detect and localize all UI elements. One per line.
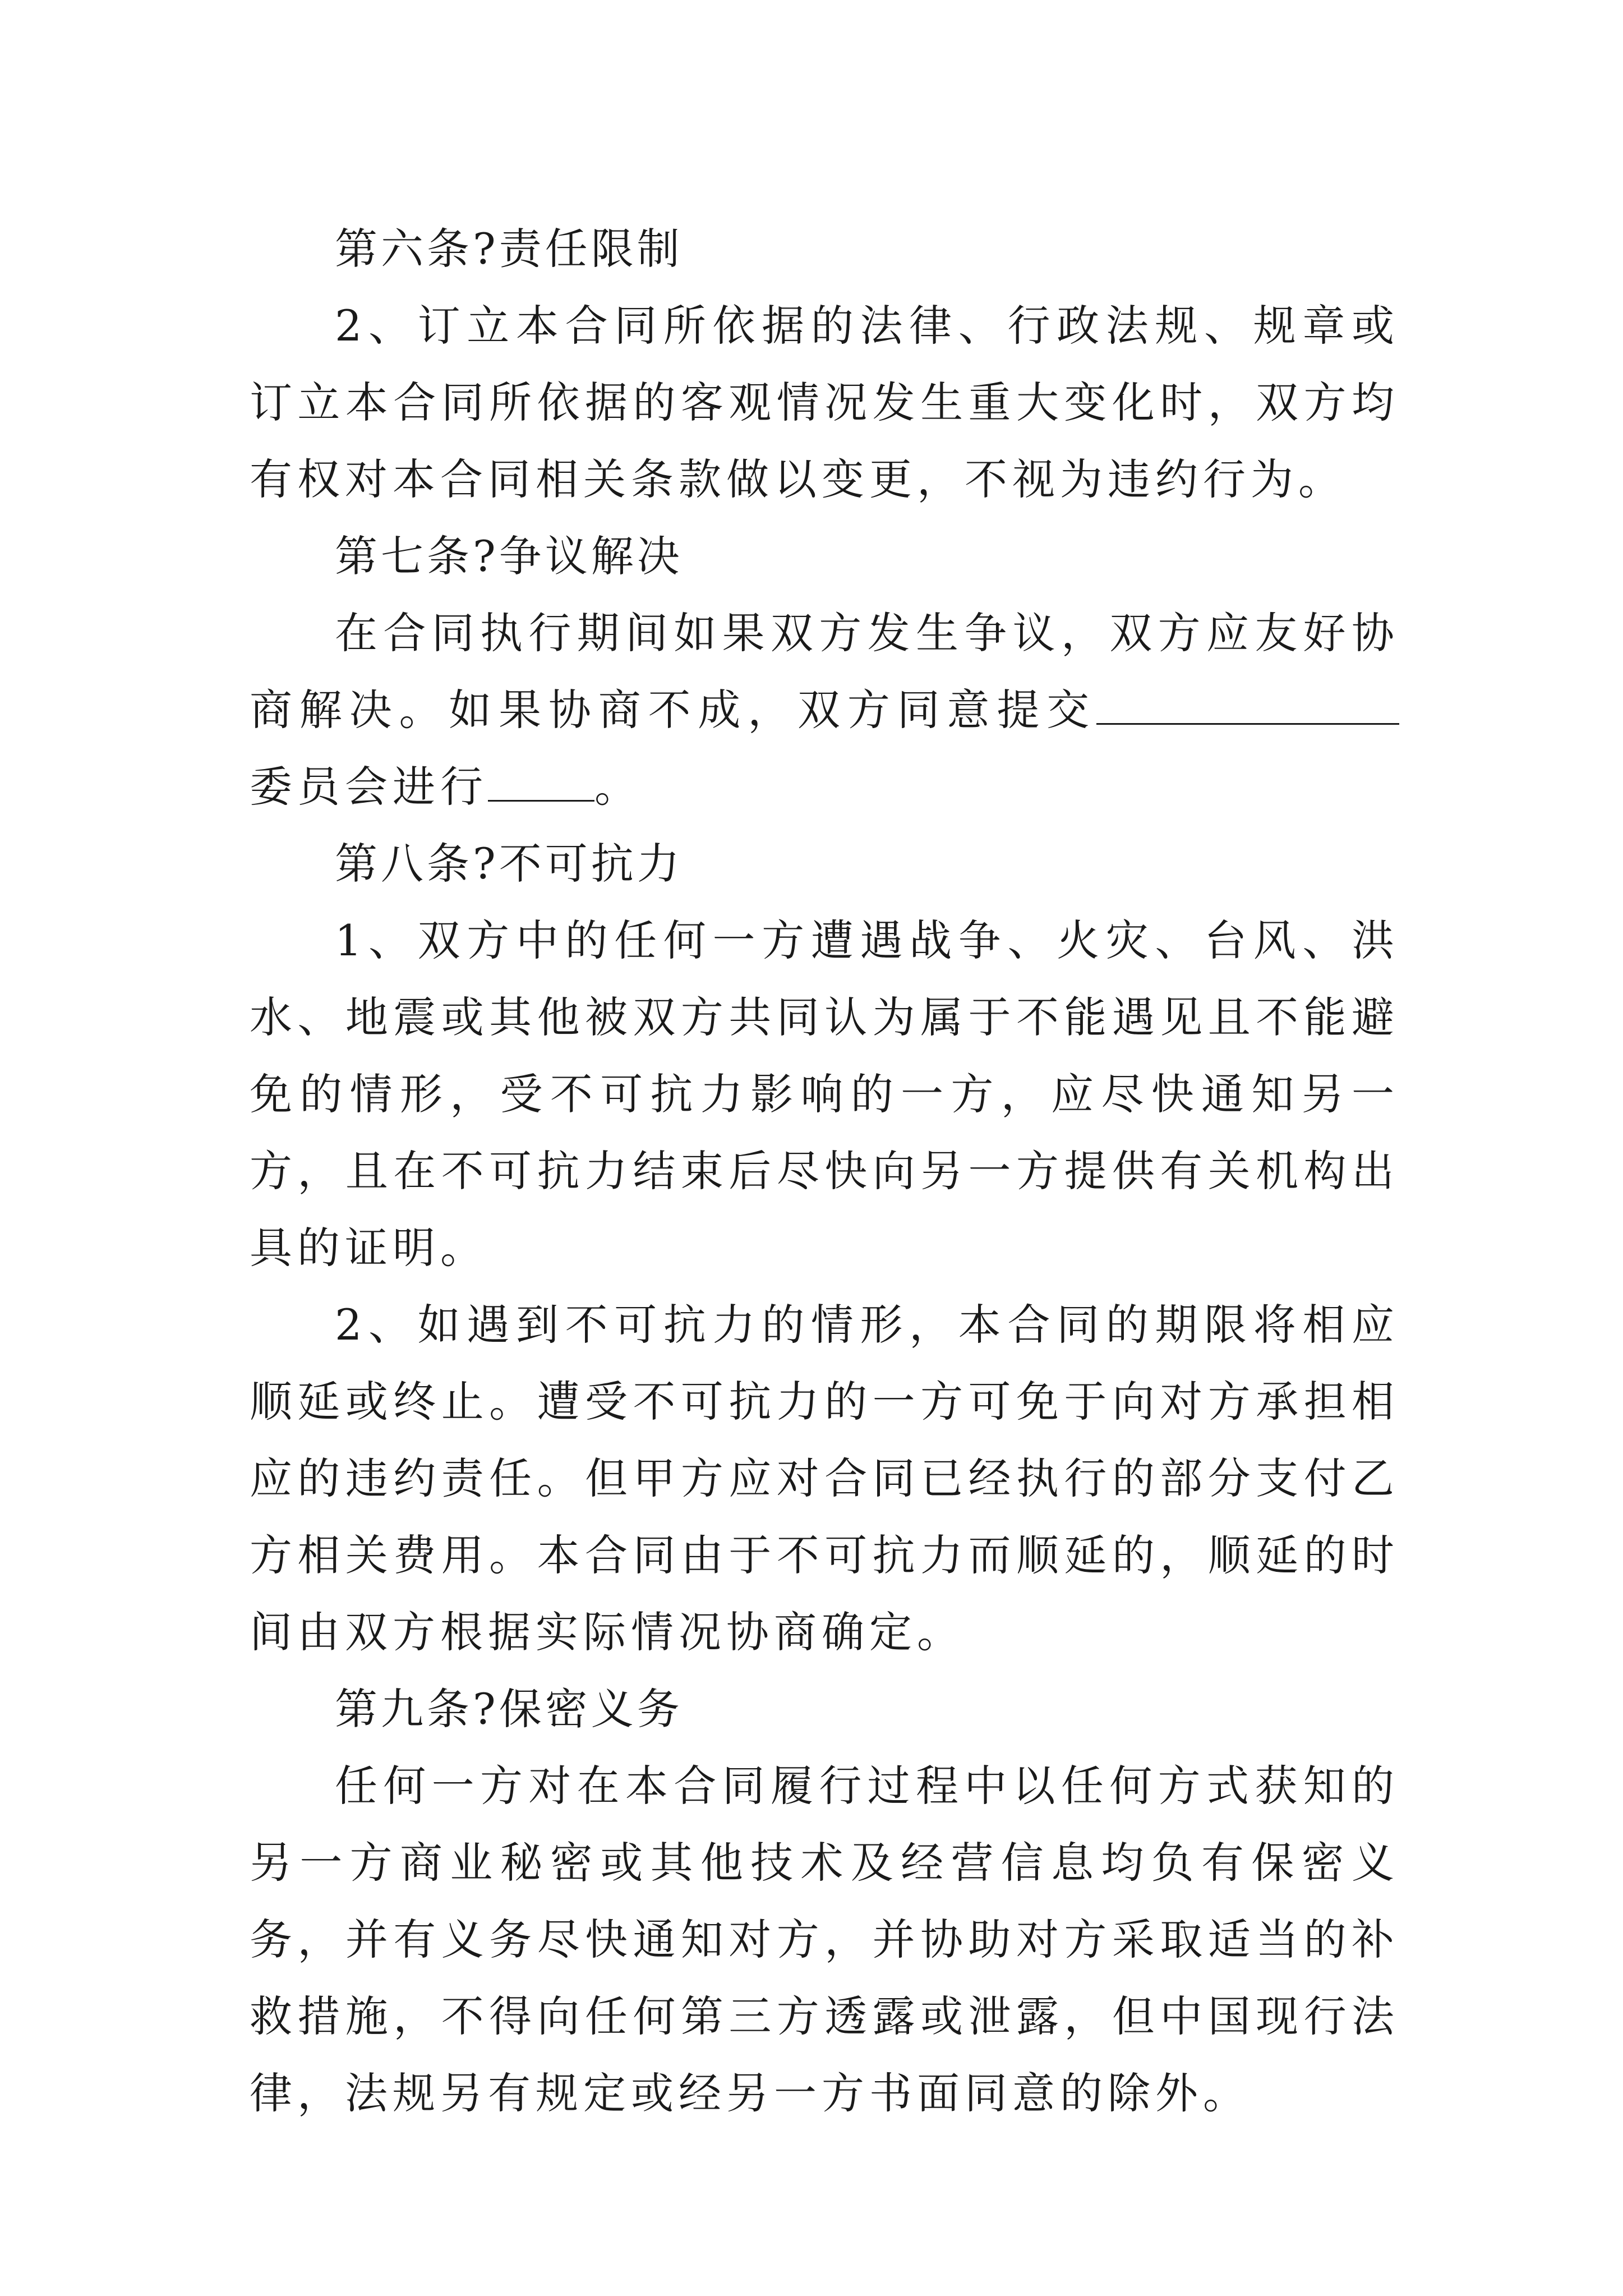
article-9-title: 第九条?保密义务 [335,1684,683,1734]
article-9-clause: 任何一方对在本合同履行过程中以任何方式获知的另一方商业秘密或其他技术及经营信息均负有保密义务，并有义务尽快通知对方，并协助对方采取适当的补救措施，不得向任何第三方透露或泄露，但中国现行法律，法规另有规定或经另一方书面同意的除外。 [250,1761,1399,2118]
article-7-text-c: 。 [594,762,642,812]
article-8-clause-1: 1、双方中的任何一方遭遇战争、火灾、台风、洪水、地震或其他被双方共同认为属于不能遇见且不能避免的情形，受不可抗力影响的一方，应尽快通知另一方，且在不可抗力结束后尽快向另一方提供有关机构出具的证明。 [250,915,1399,1273]
arbitration-committee-blank [1096,680,1399,725]
contract-body [250,210,1399,2132]
dispute-method-blank [488,757,594,802]
article-6-clause-2: 2、订立本合同所依据的法律、行政法规、规章或订立本合同所依据的客观情况发生重大变化时，双方均有权对本合同相关条款做以变更，不视为违约行为。 [250,301,1399,504]
article-7-text-a: 在合同执行期间如果双方发生争议，双方应友好协商解决。如果协商不成，双方同意提交 [250,608,1399,735]
article-7-title: 第七条?争议解决 [335,531,683,581]
article-8-title: 第八条?不可抗力 [335,839,683,889]
article-6-title: 第六条?责任限制 [335,224,683,274]
article-7-text-b: 委员会进行 [250,762,488,812]
article-8-clause-2: 2、如遇到不可抗力的情形，本合同的期限将相应顺延或终止。遭受不可抗力的一方可免于向对方承担相应的违约责任。但甲方应对合同已经执行的部分支付乙方相关费用。本合同由于不可抗力而顺延的，顺延的时间由双方根据实际情况协商确定。 [250,1300,1399,1657]
article-7-clause [250,595,1399,825]
